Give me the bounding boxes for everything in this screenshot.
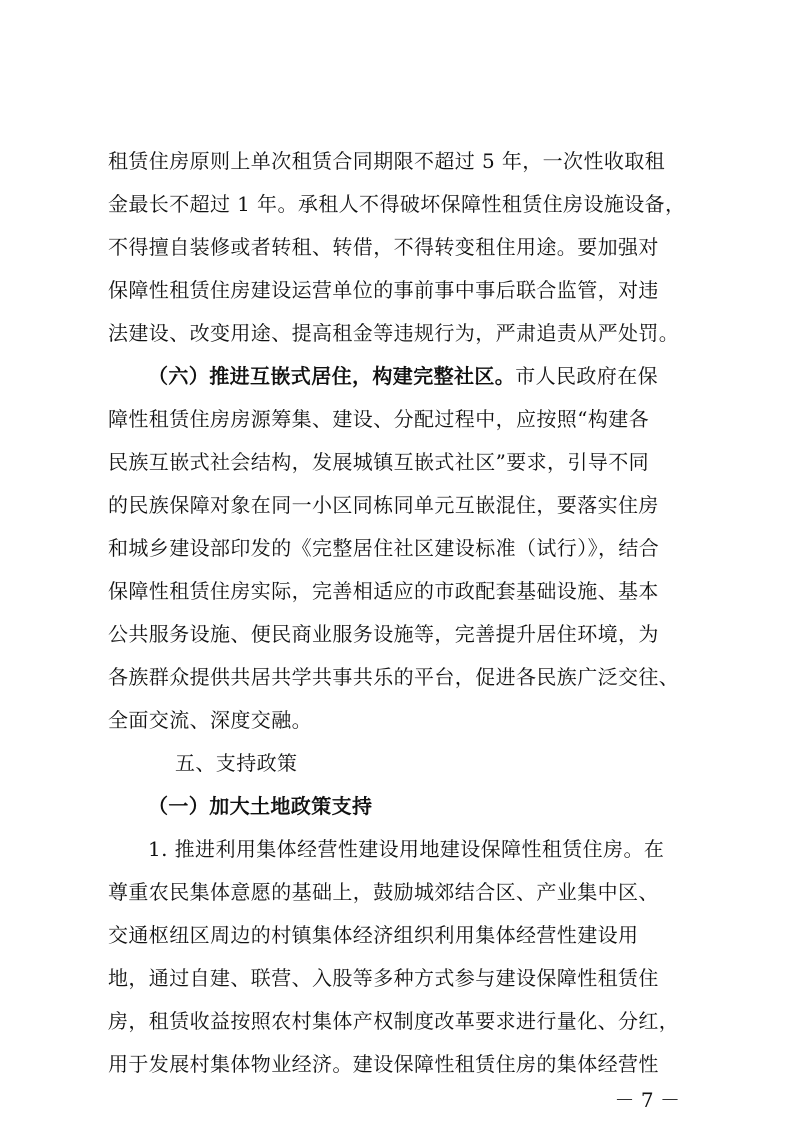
body-line: 交通枢纽区周边的村镇集体经济组织利用集体经营性建设用 [108,923,639,947]
body-line: 保障性租赁住房建设运营单位的事前事中事后联合监管，对违 [108,278,659,302]
body-line: 法建设、改变用途、提高租金等违规行为，严肃追责从严处罚。 [108,321,680,345]
body-line: 尊重农民集体意愿的基础上，鼓励城郊结合区、产业集中区、 [108,880,659,904]
body-line: 地，通过自建、联营、入股等多种方式参与建设保障性租赁住 [108,966,659,990]
body-line: 的民族保障对象在同一小区同栋同单元互嵌混住，要落实住房 [108,493,659,517]
body-line: 租赁住房原则上单次租赁合同期限不超过 5 年，一次性收取租 [108,149,666,173]
body-line: 1. 推进利用集体经营性建设用地建设保障性租赁住房。在 [148,837,665,861]
body-line: 和城乡建设部印发的《完整居住社区建设标准（试行）》，结合 [108,536,660,560]
body-line: 各族群众提供共居共学共事共乐的平台，促进各民族广泛交往、 [108,665,680,689]
paragraph-lead-line [148,361,688,391]
body-line: 不得擅自装修或者转租、转借，不得转变租住用途。要加强对 [108,235,659,259]
section-heading: 五、支持政策 [175,751,298,775]
body-line: 公共服务设施、便民商业服务设施等，完善提升居住环境，为 [108,622,659,646]
body-line: 房，租赁收益按照农村集体产权制度改革要求进行量化、分红， [108,1009,680,1033]
body-line: 用于发展村集体物业经济。建设保障性租赁住房的集体经营性 [108,1052,659,1076]
sub-heading: （一）加大土地政策支持 [148,794,373,818]
page-number: － 7 － [614,1088,680,1112]
body-line: 金最长不超过 1 年。承租人不得破坏保障性租赁住房设施设备， [108,192,686,216]
paragraph-lead-bold: （六）推进互嵌式居住，构建完整社区。 [148,364,516,388]
paragraph-lead-rest: 市人民政府在保 [515,364,659,388]
body-line: 民族互嵌式社会结构，发展城镇互嵌式社区”要求，引导不同 [108,450,650,474]
body-line: 全面交流、深度交融。 [108,708,312,732]
body-line: 保障性租赁住房实际，完善相适应的市政配套基础设施、基本 [108,579,659,603]
body-line: 障性租赁住房房源筹集、建设、分配过程中，应按照“构建各 [108,407,650,431]
